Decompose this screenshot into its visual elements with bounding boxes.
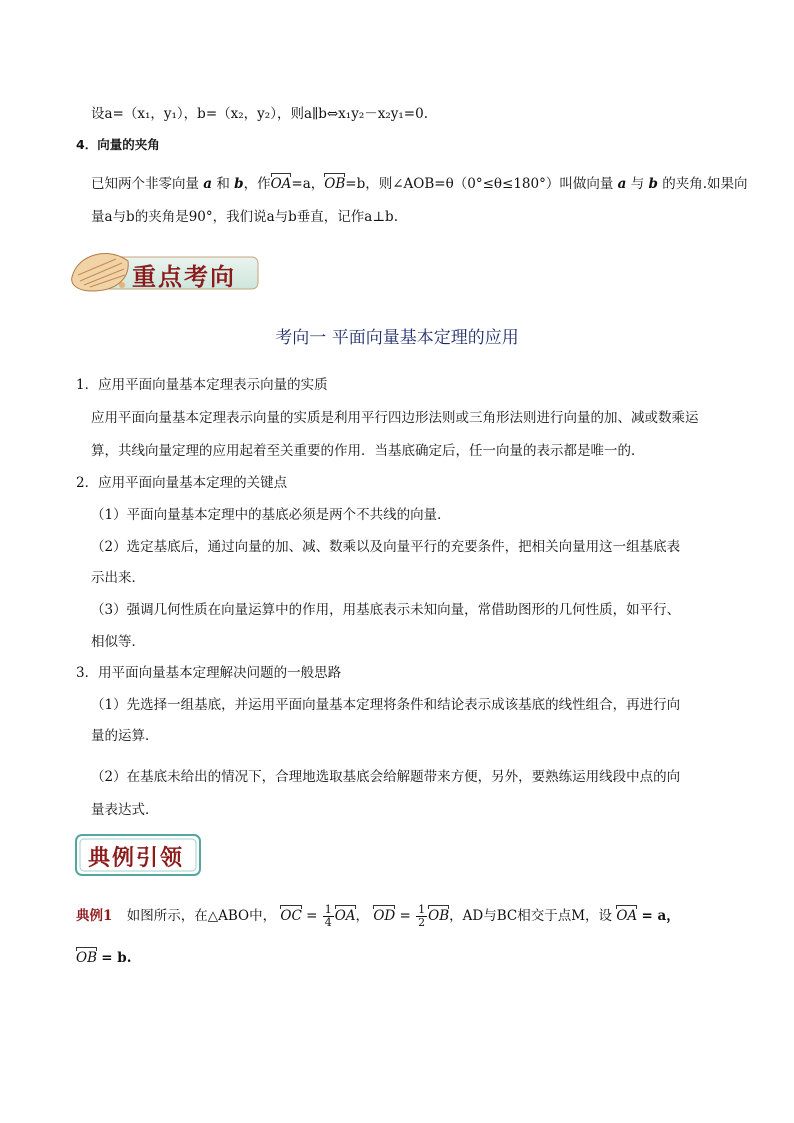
text: 的夹角.如果向	[662, 176, 748, 192]
text: =b，则∠AOB=θ（0°≤θ≤180°）叫做向量	[345, 176, 614, 192]
example-line-2	[76, 950, 131, 966]
text: 如图所示，在△ABO中，	[126, 908, 277, 924]
intro-line: 设a=（x₁，y₁），b=（x₂，y₂），则a∥b⇔x₁y₂－x₂y₁=0.	[91, 106, 428, 122]
example-banner	[74, 833, 202, 877]
point-2-line-3: 示出来．	[91, 570, 145, 586]
vector-b: b	[234, 176, 244, 192]
point-2-line-4: （3）强调几何性质在向量运算中的作用，用基底表示未知向量，常借助图形的几何性质，如平行、	[91, 602, 681, 618]
vector-b: b	[648, 176, 658, 192]
banner-title: 典例引领	[88, 845, 185, 871]
section-title: 考向一 平面向量基本定理的应用	[275, 328, 519, 348]
point-3-line-1: （1）先选择一组基底，并运用平面向量基本定理将条件和结论表示成该基底的线性组合，再进行向	[91, 697, 681, 713]
text: 已知两个非零向量	[91, 176, 199, 192]
numerator: 1	[418, 903, 426, 916]
point-2-line-5: 相似等．	[91, 634, 145, 650]
text: 与	[630, 176, 645, 192]
point-3-line-4: 量表达式．	[91, 802, 159, 818]
point-2-line-1: （1）平面向量基本定理中的基底必须是两个不共线的向量．	[91, 507, 451, 523]
numerator: 1	[324, 903, 332, 916]
vector-a: a	[617, 176, 627, 192]
point-3-line-2: 量的运算．	[91, 728, 159, 744]
vector-ob: OB	[324, 176, 346, 192]
fraction-one-half	[416, 904, 427, 929]
banner-title: 重点考向	[132, 262, 236, 291]
vector-od: OD	[373, 908, 396, 924]
point-2-line-2: （2）选定基底后，通过向量的加、减、数乘以及向量平行的充要条件，把相关向量用这一组基底表	[91, 539, 681, 555]
point-1-line-1: 应用平面向量基本定理表示向量的实质是利用平行四边形法则或三角形法则进行向量的加、减或数乘运	[91, 410, 699, 426]
text: =	[399, 908, 411, 924]
vector-oa: OA	[270, 176, 292, 192]
text: =	[306, 908, 318, 924]
text: ，作	[243, 176, 271, 192]
vector-a: a	[203, 176, 213, 192]
vector-oa: OA	[334, 908, 356, 924]
text: = b.	[101, 950, 132, 966]
text: ，AD与BC相交于点M，设	[449, 908, 613, 924]
example-line-1	[76, 904, 680, 929]
section-4-paragraph-line2: 量a与b的夹角是90°，我们说a与b垂直，记作a⊥b.	[91, 209, 398, 225]
text: 和	[216, 176, 230, 192]
vector-oa: OA	[616, 908, 638, 924]
section-4-paragraph-line1	[91, 172, 748, 192]
point-3-heading: 3．用平面向量基本定理解决问题的一般思路	[76, 665, 342, 681]
example-label: 典例1	[76, 908, 113, 924]
denominator: 4	[324, 916, 332, 929]
key-focus-banner	[70, 247, 260, 295]
vector-ob: OB	[428, 908, 450, 924]
section-4-heading: 4．向量的夹角	[76, 137, 160, 152]
fraction-one-quarter	[323, 904, 334, 929]
point-1-heading: 1．应用平面向量基本定理表示向量的实质	[76, 377, 328, 393]
point-3-line-3: （2）在基底未给出的情况下，合理地选取基底会给解题带来方便，另外，要熟练运用线段中点的向	[91, 769, 681, 785]
point-1-line-2: 算，共线向量定理的应用起着至关重要的作用．当基底确定后，任一向量的表示都是唯一的．	[91, 443, 645, 459]
denominator: 2	[418, 916, 426, 929]
text: = a，	[641, 908, 680, 924]
text: =a，	[291, 176, 325, 192]
vector-oc: OC	[280, 908, 302, 924]
vector-ob: OB	[76, 950, 97, 966]
point-2-heading: 2．应用平面向量基本定理的关键点	[76, 475, 288, 491]
text: ，	[355, 908, 370, 924]
